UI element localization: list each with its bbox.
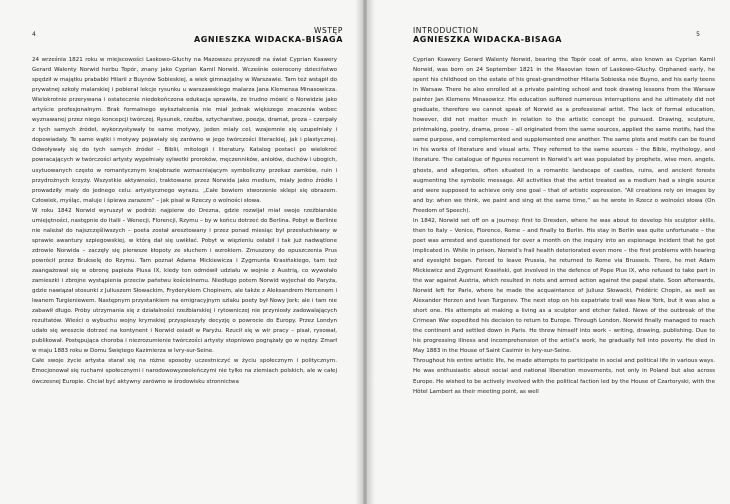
paragraph: In 1842, Norwid set off on a journey: first to Dresden, where he was about to develop his sculptor skills, then to Italy – Venice, Florence, Rome – and finally to Berlin. His stay in Berlin was quite unfortunate – the poet was arrested and questioned for over a month on the inquiry into an espionage incident that he got implicated in. While in prison, Norwid’s frail health deteriorated even more – the first problems with hearing and eyesight began. Forced to leave Prussia, he returned to Rome via Brussels. There, he met Adam Mickiewicz and Zygmunt Krasiński, got involved in the defence of Pope Pius IX, who refused to take part in the war against Austria, which resulted in riots and armed action against the papal state. Soon afterwards, Norwid left for Paris, where he made the acquaintance of Juliusz Słowacki, Frédéric Chopin, as well as Alexander Herzen and Ivan Turgenev. The next stop on his expatriate trail was New York, but it was also a short one. His attempts at making a living as a sculptor and etcher failed. News of the outbreak of the Crimean War expedited his decision to return to Europe. Through London, Norwid finally managed to reach the continent and settled down in Paris. He threw himself into work – writing, drawing, publishing. Due to his progressing illness and incomprehension of the artist’s work, he gradually fell into poverty. He died in May 1883 in the House of Saint Casimir in Ivry-sur-Seine. (413, 217, 715, 355)
right-page (367, 0, 730, 504)
page-number-right: 5 (696, 31, 700, 38)
page-number-left: 4 (32, 31, 36, 38)
right-body-text (413, 55, 715, 397)
left-page-header (194, 26, 343, 45)
right-page-header (413, 26, 562, 45)
paragraph: Throughout his entire artistic life, he made attempts to participate in social and political life in various ways. He was enthusiastic about social and national liberation movements, not only in Poland but also across Europe. He wished to be actively involved with the political faction led by the House of Czartoryski, with the Hôtel Lambert as their meeting point, as well (413, 358, 715, 395)
right-header-title: INTRODUCTION (413, 26, 479, 35)
right-header-author: AGNIESZKA WIDACKA-BISAGA (413, 35, 563, 44)
paragraph: Całe swoje życie artysta starał się na różne sposoby uczestniczyć w życiu społecznym i politycznym. Emocjonował się ruchami społecznymi i narodowowyzwoleńczymi nie tylko na ziemiach polskich, ale w całej ówczesnej Europie. Chciał być aktywny zarówno w środowisku stronnictwa (32, 358, 337, 385)
left-header-title: WSTĘP (313, 26, 343, 35)
left-page (0, 0, 363, 504)
left-body-text (32, 55, 337, 387)
paragraph: Cyprian Ksawery Gerard Walenty Norwid, bearing the Topór coat of arms, also known as Cyprian Kamil Norwid, was born on 24 September 1821 in the Masovian town of Laskowo-Głuchy. Orphaned early, he spent his childhood on the estate of his great-grandmother Hilaria Sobieska née Buyno, and his early teens in Warsaw. There he also enrolled at a private painting school and took drawing lessons from the Warsaw painter Jan Klemens Minasowicz. His education suffered numerous interruptions and he ultimately did not graduate, therefore we cannot speak of Norwid as a professional artist. The lack of formal education, however, did not matter much in relation to the artistic concept he pursued. Drawing, sculpture, printmaking, poetry, drama, prose – all originated from the same sources, applied the same motifs, had the same purpose, and complemented and supplemented one another. The same plots and motifs can be found in his works of literature and visual arts. They referred to the same sources – the Bible, mythology, and literature. The catalogue of figures recurrent in Norwid’s art was populated by prophets, wise men, angels, ghosts, and allegories, often situated in a romantic landscape of castles, ruins, and ancient forests augmenting the symbolic message. All activities that the artist treated as a medium had a single source and were supposed to achieve only one goal – that of artistic expression. “All creations rely on images by and by: when we think, we paint and sing at the same time,” as he wrote in Rzecz o wolności słowa (On Freedom of Speech). (413, 57, 715, 214)
paragraph: W roku 1842 Norwid wyruszył w podróż: najpierw do Drezna, gdzie rozwijał miał swoje rzeźbiarskie umiejętności, następnie do Italii – Wenecji, Florencji, Rzymu – by w końcu dotrzeć do Berlina. Pobyt w Berlinie nie należał do najszczęśliwszych – poeta został aresztowany i przez ponad miesiąc był przesłuchiwany w sprawie awantury szpiegowskiej, w którą dał się uwikłać. Pobyt w więzieniu osłabił i tak już nadwątlone zdrowie Norwida – zaczęły się pierwsze kłopoty ze słuchem i wzrokiem. Zmuszony do opuszczenia Prus powrócił przez Brukselę do Rzymu. Tam poznał Adama Mickiewicza i Zygmunta Krasińskiego, tam też zaangażował się w obronę papieża Piusa IX, kiedy ten odmówił udziału w wojnie z Austrią, co wywołało zamieszki i zbrojne wystąpienia przeciw państwu kościelnemu. Niedługo potem Norwid wyjechał do Paryża, gdzie nawiązał stosunki z Juliuszem Słowackim, Fryderykiem Chopinem, ale także z Aleksandrem Hercenem i Iwanem Turgieniewem. Następnym przystankiem na emigracyjnym szlaku poety był Nowy Jork; ale i tam nie zabawił długo. Próby utrzymania się z działalności rzeźbiarskiej i rytowniczej nie przyniosły zadowalających rezultatów. Wieści o wybuchu wojny krymskiej przyspieszyły decyzję o powrocie do Europy. Przez Londyn udało się wreszcie dotrzeć na kontynent i Norwid osiadł w Paryżu. Rzucił się w wir pracy – pisał, rysował, publikował. Postępująca choroba i niezrozumienie twórczości artysty stopniowo pogrążały go w nędzy. Zmarł w maju 1883 roku w Domu Świętego Kazimierza w Ivry-sur-Seine. (32, 207, 337, 355)
paragraph: 24 września 1821 roku w miejscowości Laskowo-Głuchy na Mazowszu przyszedł na świat Cyprian Ksawery Gerard Walenty Norwid herbu Topór, znany jako Cyprian Kamil Norwid. Wcześnie osierocony dzieciństwo spędził w majątku prababki Hilarii z Buynów Sobieskiej, a wiek gimnazjalny w Warszawie. Tam też wstąpił do prywatnej szkoły malarskiej i pobierał lekcje rysunku u warszawskiego malarza Jana Klemensa Minasowicza. Wielokrotnie przerywana i ostatecznie niedokończona edukacja sprawiła, że trudno mówić o Norwidzie jako artyście profesjonalnym. Brak formalnego wykształcenia nie miał jednak większego znaczenia wobec wyznawanej przez niego koncepcji twórczej. Rysunek, rzeźba, sztycharstwo, poezja, dramat, proza – czerpały z tych samych źródeł, wykorzystywały te same motywy, jeden miały cel, wzajemnie się uzupełniały i dopowiadały. Te same wątki i motywy pojawiały się zarówno w jego twórczości literackiej, jak i plastycznej. Odwoływały się do tych samych źródeł – Biblii, mitologii i literatury. Katalog postaci po wielokroć powracających w twórczości artysty wypełniały sylwetki proroków, męczenników, aniołów, duchów i ubogich, usytuowanych często w romantycznym krajobrazie wzmacniającym symboliczny przekaz zamków, ruin i przydrożnych krzyży. Wszystkie aktywności, traktowane przez Norwida jako medium, miały jedno źródło i prowadziły mały do jednego celu: artystycznego wyrazu. „Całe bowiem stworzenie sklepi się obrazem. Człowiek, myśląc, maluje i śpiewa zarazem” – jak pisał w Rzeczy o wolności słowa. (32, 57, 337, 204)
left-header-author: AGNIESZKA WIDACKA-BISAGA (193, 35, 343, 44)
